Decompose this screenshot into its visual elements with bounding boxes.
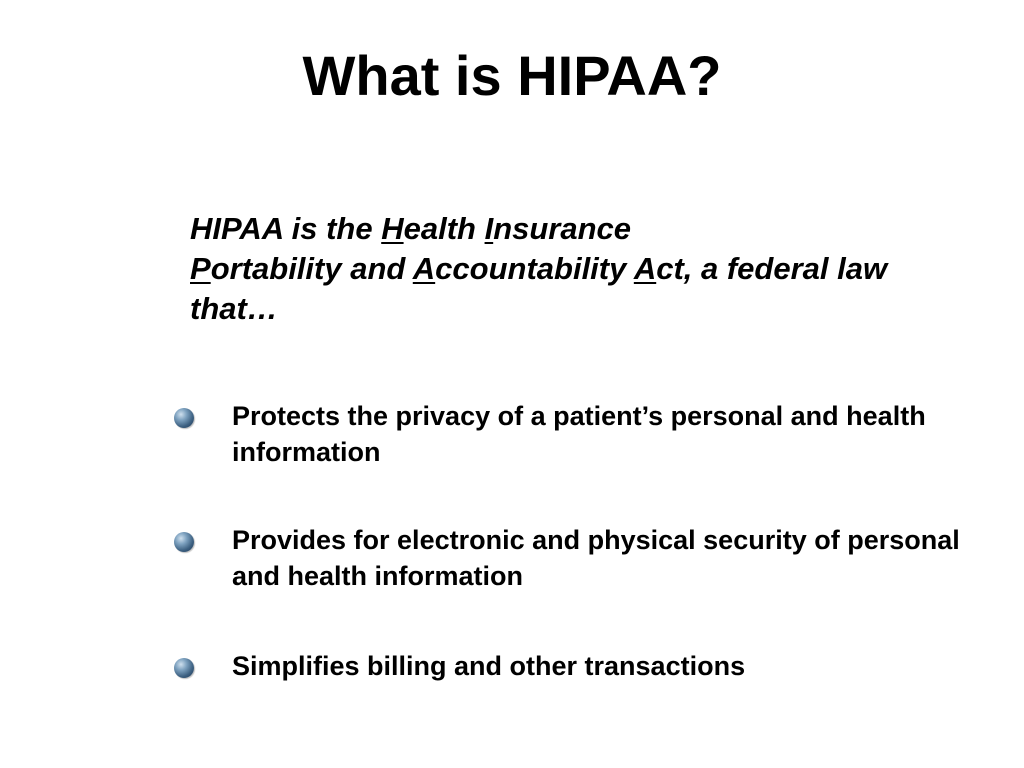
list-item — [172, 648, 992, 684]
intro-text-4: ortability and — [210, 251, 413, 286]
intro-definition — [190, 209, 910, 329]
bullet-text: Protects the privacy of a patient’s personal and health information — [232, 401, 926, 467]
slide-title: What is HIPAA? — [302, 44, 722, 107]
intro-text-2: ealth — [403, 211, 485, 246]
bullet-text: Provides for electronic and physical security of personal and health information — [232, 525, 960, 591]
acronym-letter-p: P — [190, 251, 211, 286]
acronym-letter-i: I — [484, 211, 494, 246]
intro-text-1: HIPAA is the — [190, 211, 382, 246]
sphere-bullet-icon — [174, 658, 194, 678]
sphere-bullet-icon — [174, 408, 194, 428]
sphere-bullet-icon — [174, 532, 194, 552]
intro-text-5: ccountability — [435, 251, 634, 286]
list-item — [172, 522, 992, 594]
acronym-letter-a2: A — [633, 251, 657, 286]
intro-text-6: ct, a federal law that… — [190, 251, 888, 326]
intro-text-3: nsurance — [493, 211, 632, 246]
acronym-letter-h: H — [381, 211, 404, 246]
acronym-letter-a1: A — [412, 251, 436, 286]
bullet-text: Simplifies billing and other transactions — [232, 651, 746, 681]
bullet-list — [172, 398, 992, 736]
list-item — [172, 398, 992, 470]
